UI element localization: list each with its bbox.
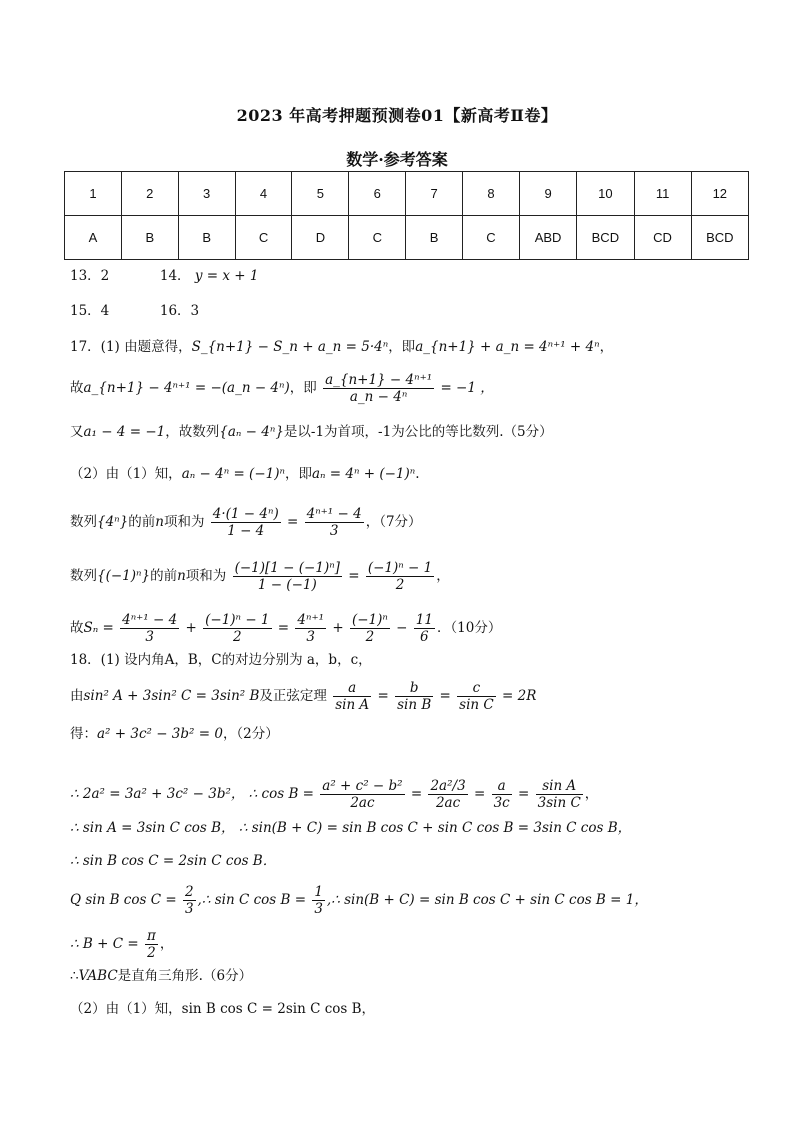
- question-number: 1: [65, 172, 122, 216]
- q18-line-9: [70, 966, 252, 986]
- denominator: 3: [314, 901, 323, 917]
- denominator: 1 − 4: [227, 523, 265, 539]
- denominator: sin A: [335, 697, 370, 713]
- q18-line-3: [70, 724, 279, 744]
- text: （2）由（1）知，: [70, 466, 182, 482]
- question-number: 5: [292, 172, 349, 216]
- text: ，: [584, 786, 599, 802]
- formula: sin² A + 3sin² C = 3sin² B: [83, 688, 260, 704]
- numerator: (−1)[1 − (−1)ⁿ]: [234, 560, 340, 576]
- formula: a_{n+1} + a_n = 4ⁿ⁺¹ + 4ⁿ: [415, 339, 600, 355]
- question-number-row: [65, 172, 749, 216]
- numerator: 2: [184, 884, 194, 900]
- numerator: 2a²/3: [430, 778, 466, 794]
- fraction: [428, 778, 467, 811]
- formula: aₙ − 4ⁿ = (−1)ⁿ: [181, 466, 285, 482]
- text: 项和为: [163, 514, 205, 530]
- q14-label: 14．: [159, 268, 191, 284]
- answer-cell: ABD: [519, 216, 576, 260]
- answer-cell: B: [121, 216, 178, 260]
- fraction: [211, 506, 281, 539]
- text: 的前: [128, 514, 156, 530]
- fraction: [312, 884, 325, 917]
- question-number: 6: [349, 172, 406, 216]
- q18-line-10: （2）由（1）知，sin B cos C = 2sin C cos B，: [70, 1001, 376, 1017]
- fraction: [320, 778, 404, 811]
- question-number: 12: [691, 172, 748, 216]
- text: ．（10分）: [436, 620, 502, 636]
- q17-line-7: 故Sₙ = $\frac{\text{4ⁿ⁺¹ − 4}}{3}$ + $\frac{\text{(−1)ⁿ − 1}}{2}$ = $\frac{\text{4ⁿ⁺¹}}{3}$ + $\frac{\text{(−1)ⁿ}}{2}$ − $\frac{11}{6}$ ．（10分）: [70, 612, 502, 645]
- q18-line-4: ∴ 2a² = 3a² + 3c² − 3b²， ∴ cos B = $\frac{\text{a² + c² − b²}}{2ac}$ = $\frac{\text{2a²/3}}{2ac}$ = $\frac{a}{3c}$ = $\frac{\text{sin A}}{\text{3sin C}}$ ，: [70, 778, 599, 811]
- formula: Sₙ =: [83, 620, 114, 636]
- formula: aₙ = 4ⁿ + (−1)ⁿ: [311, 466, 416, 482]
- denominator: 2: [365, 629, 375, 645]
- formula: a₁ − 4 = −1: [83, 424, 166, 440]
- fraction: [457, 680, 496, 713]
- numerator: 4ⁿ⁺¹: [297, 612, 325, 628]
- fraction: [295, 612, 326, 645]
- denominator: 2ac: [435, 795, 461, 811]
- exam-title: 2023 年高考押题预测卷01【新高考Ⅱ卷】: [236, 106, 558, 125]
- text: ，即: [289, 380, 317, 396]
- numerator: b: [395, 680, 433, 697]
- text: 的前: [150, 568, 178, 584]
- question-number: 9: [519, 172, 576, 216]
- numerator: 1: [314, 884, 323, 900]
- text: 数列: [70, 514, 97, 530]
- answer-row: [65, 216, 749, 260]
- answer-table: [64, 171, 749, 260]
- answer-cell: B: [178, 216, 235, 260]
- fraction: [492, 778, 512, 811]
- text: 故: [70, 380, 84, 396]
- text: 又: [70, 424, 84, 440]
- text: 由: [70, 688, 84, 704]
- denominator: sin C: [459, 697, 494, 713]
- denominator: 2: [147, 945, 156, 961]
- fraction: [120, 612, 179, 645]
- q17-line-6: 数列{(−1)ⁿ}的前n项和为 $\frac{\text{(−1)[1 − (−1)ⁿ]}}{1 - (-1)}$ = $\frac{\text{(−1)ⁿ − 1}}{2}$ ，: [70, 560, 450, 593]
- q13-answer: 13．2: [70, 268, 110, 284]
- denominator: 6: [420, 629, 429, 645]
- text: 项和为: [185, 568, 227, 584]
- numerator: a_{n+1} − 4ⁿ⁺¹: [325, 372, 433, 388]
- fraction: [366, 560, 434, 593]
- variable: n: [155, 514, 164, 530]
- denominator: 3: [306, 629, 316, 645]
- formula: Q sin B cos C =: [70, 892, 177, 908]
- text: 是以-1为首项，-1为公比的等比数列.（5分）: [283, 424, 553, 440]
- q15-answer: 15．4: [70, 303, 110, 319]
- numerator: (−1)ⁿ − 1: [205, 612, 270, 628]
- formula: a² + 3c² − 3b² = 0: [97, 726, 223, 742]
- denominator: 2: [395, 577, 405, 593]
- q17-line-5: 数列{4ⁿ}的前n项和为 $\frac{\text{4·(1 − 4ⁿ)}}{1 - 4}$ = $\frac{\text{4ⁿ⁺¹ − 4}}{3}$ ，（7分）: [70, 506, 422, 539]
- numerator: 4ⁿ⁺¹ − 4: [122, 612, 178, 628]
- q18-line-1: 18．(1) 设内角A，B，C的对边分别为 a，b，c，: [70, 652, 372, 668]
- question-number: 11: [634, 172, 691, 216]
- numerator: a: [492, 778, 512, 795]
- text: 17．(1) 由题意得，: [70, 339, 192, 355]
- question-number: 4: [235, 172, 292, 216]
- fraction: [536, 778, 583, 811]
- answer-cell: A: [65, 216, 122, 260]
- denominator: 3sin C: [537, 795, 581, 811]
- question-number: 8: [463, 172, 520, 216]
- formula: ∴ 2a² = 3a² + 3c² − 3b²， ∴ cos B =: [70, 786, 314, 802]
- denominator: a_n − 4ⁿ: [349, 389, 408, 405]
- denominator: 3: [145, 629, 154, 645]
- text: ，: [159, 936, 174, 952]
- text: 得：: [70, 726, 97, 742]
- fill-in-row-1: [70, 266, 258, 286]
- denominator: 2ac: [350, 795, 375, 811]
- question-number: 10: [577, 172, 634, 216]
- q17-line-2: [70, 372, 494, 405]
- q18-line-5: ∴ sin A = 3sin C cos B， ∴ sin(B + C) = sin B cos C + sin C cos B = 3sin C cos B，: [70, 820, 632, 836]
- question-number: 7: [406, 172, 463, 216]
- q17-line-4: [70, 464, 420, 484]
- q16-answer: 16．3: [159, 303, 200, 319]
- numerator: 11: [415, 612, 433, 628]
- formula: ,∴ sin(B + C) = sin B cos C + sin C cos B = 1，: [326, 892, 648, 908]
- formula: VABC: [78, 968, 118, 984]
- answer-cell: C: [235, 216, 292, 260]
- formula: {(−1)ⁿ}: [97, 568, 151, 584]
- text: .: [415, 466, 420, 482]
- fraction: [233, 560, 342, 593]
- text: ，: [599, 339, 614, 355]
- text: ∴: [70, 968, 79, 984]
- answer-subtitle: 数学·参考答案: [346, 150, 448, 169]
- answer-cell: BCD: [691, 216, 748, 260]
- answer-cell: D: [292, 216, 349, 260]
- text: ，即: [388, 339, 416, 355]
- formula: {4ⁿ}: [97, 514, 129, 530]
- fraction: [395, 680, 433, 713]
- text: 是直角三角形.（6分）: [117, 968, 253, 984]
- q18-line-7: [70, 884, 648, 917]
- numerator: (−1)ⁿ: [351, 612, 388, 628]
- q14-answer: y = x + 1: [194, 268, 259, 284]
- answer-cell: C: [349, 216, 406, 260]
- text: ，: [436, 568, 450, 584]
- formula: ,∴ sin C cos B =: [197, 892, 307, 908]
- formula: = 2R: [502, 688, 537, 704]
- numerator: a² + c² − b²: [322, 778, 403, 794]
- text: 故: [70, 620, 84, 636]
- denominator: 3: [329, 523, 339, 539]
- variable: n: [177, 568, 186, 584]
- numerator: c: [457, 680, 496, 697]
- fraction: [145, 928, 158, 961]
- q17-line-1: [70, 337, 613, 357]
- formula: S_{n+1} − S_n + a_n = 5·4ⁿ: [191, 339, 389, 355]
- text: ，（7分）: [365, 514, 422, 530]
- denominator: sin B: [397, 697, 432, 713]
- denominator: 3: [184, 901, 194, 917]
- numerator: (−1)ⁿ − 1: [367, 560, 433, 576]
- denominator: 2: [233, 629, 242, 645]
- numerator: π: [146, 928, 156, 944]
- answer-cell: C: [463, 216, 520, 260]
- text: 数列: [70, 568, 97, 584]
- text: ，故数列: [165, 424, 220, 440]
- question-number: 2: [121, 172, 178, 216]
- numerator: 4·(1 − 4ⁿ): [212, 506, 279, 522]
- formula: = −1 ，: [440, 380, 494, 396]
- q18-line-6: ∴ sin B cos C = 2sin C cos B．: [70, 853, 277, 869]
- formula: a_{n+1} − 4ⁿ⁺¹ = −(a_n − 4ⁿ): [83, 380, 290, 396]
- fraction: [305, 506, 364, 539]
- q18-line-2: 由sin² A + 3sin² C = 3sin² B及正弦定理 $\frac{a}{\text{sin A}}$ = $\frac{b}{\text{sin B}}$ = $\frac{c}{\text{sin C}}$ = 2R: [70, 680, 537, 713]
- denominator: 3c: [493, 795, 510, 811]
- fill-in-row-2: [70, 301, 199, 321]
- fraction: [183, 884, 196, 917]
- fraction: [350, 612, 390, 645]
- fraction: [414, 612, 435, 645]
- fraction: [333, 680, 371, 713]
- numerator: sin A: [536, 778, 583, 795]
- denominator: 1 − (−1): [257, 577, 317, 593]
- numerator: 4ⁿ⁺¹ − 4: [306, 506, 362, 522]
- text: ，（2分）: [222, 726, 279, 742]
- q17-line-3: [70, 422, 553, 442]
- answer-cell: B: [406, 216, 463, 260]
- numerator: a: [333, 680, 371, 697]
- formula: {aₙ − 4ⁿ}: [219, 424, 284, 440]
- q18-line-8: [70, 928, 173, 961]
- question-number: 3: [178, 172, 235, 216]
- text: ，即: [284, 466, 312, 482]
- fraction: [203, 612, 271, 645]
- answer-cell: BCD: [577, 216, 634, 260]
- text: 及正弦定理: [259, 688, 327, 704]
- formula: ∴ B + C =: [70, 936, 139, 952]
- answer-cell: CD: [634, 216, 691, 260]
- fraction: [323, 372, 434, 405]
